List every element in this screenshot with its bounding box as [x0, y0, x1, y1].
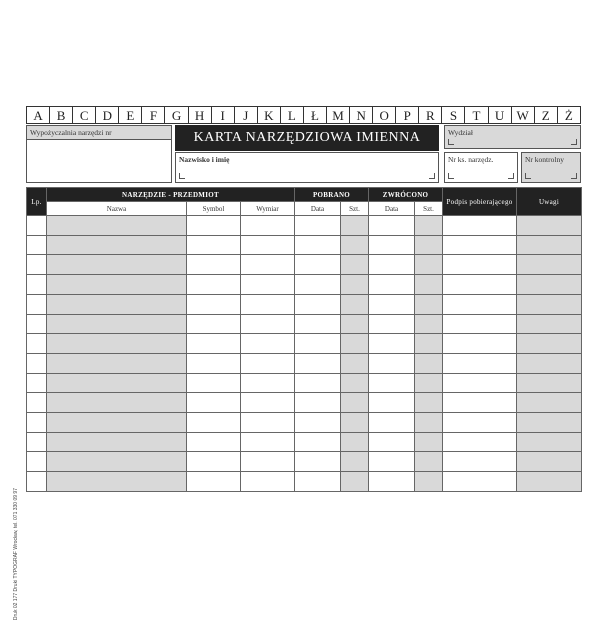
- table-cell[interactable]: [47, 373, 187, 393]
- table-row: [27, 216, 582, 236]
- table-cell[interactable]: [517, 334, 582, 354]
- table-cell[interactable]: [369, 275, 415, 295]
- table-cell[interactable]: [241, 413, 295, 433]
- table-cell[interactable]: [47, 275, 187, 295]
- table-row: [27, 393, 582, 413]
- wydzial-label: Wydział: [448, 128, 473, 137]
- alphabet-letter: B: [50, 107, 73, 123]
- table-cell[interactable]: [187, 353, 241, 373]
- table-cell[interactable]: [295, 216, 341, 236]
- col-data-pobrano: Data: [295, 202, 341, 216]
- table-cell[interactable]: [517, 413, 582, 433]
- table-cell[interactable]: [27, 413, 47, 433]
- table-cell[interactable]: [241, 294, 295, 314]
- table-cell[interactable]: [341, 294, 369, 314]
- table-cell[interactable]: [369, 314, 415, 334]
- table-row: [27, 255, 582, 275]
- table-cell[interactable]: [47, 255, 187, 275]
- table-cell[interactable]: [415, 353, 443, 373]
- table-cell[interactable]: [241, 334, 295, 354]
- table-cell[interactable]: [187, 255, 241, 275]
- table-cell[interactable]: [241, 393, 295, 413]
- table-cell[interactable]: [295, 334, 341, 354]
- corner-mark-icon: [448, 173, 454, 179]
- table-cell[interactable]: [241, 472, 295, 492]
- table-cell[interactable]: [517, 235, 582, 255]
- table-cell[interactable]: [341, 314, 369, 334]
- table-cell[interactable]: [517, 472, 582, 492]
- table-cell[interactable]: [27, 275, 47, 295]
- table-cell[interactable]: [47, 314, 187, 334]
- table-cell[interactable]: [517, 452, 582, 472]
- table-cell[interactable]: [517, 216, 582, 236]
- table-cell[interactable]: [443, 373, 517, 393]
- table-cell[interactable]: [341, 255, 369, 275]
- tools-table: [26, 187, 582, 492]
- alphabet-letter: S: [442, 107, 465, 123]
- table-cell[interactable]: [27, 255, 47, 275]
- table-cell[interactable]: [341, 216, 369, 236]
- table-cell[interactable]: [517, 393, 582, 413]
- group-zwrocono: ZWRÓCONO: [369, 188, 443, 202]
- corner-mark-icon: [448, 139, 454, 145]
- table-row: [27, 353, 582, 373]
- corner-mark-icon: [525, 173, 531, 179]
- table-cell[interactable]: [27, 216, 47, 236]
- table-cell[interactable]: [187, 432, 241, 452]
- alphabet-letter: W: [512, 107, 535, 123]
- table-cell[interactable]: [47, 353, 187, 373]
- table-cell[interactable]: [443, 472, 517, 492]
- nr-ks-field[interactable]: [444, 152, 518, 183]
- table-cell[interactable]: [241, 353, 295, 373]
- table-cell[interactable]: [295, 235, 341, 255]
- col-nazwa: Nazwa: [47, 202, 187, 216]
- table-cell[interactable]: [415, 294, 443, 314]
- col-symbol: Symbol: [187, 202, 241, 216]
- table-cell[interactable]: [241, 452, 295, 472]
- table-cell[interactable]: [295, 373, 341, 393]
- table-row: [27, 452, 582, 472]
- table-cell[interactable]: [415, 216, 443, 236]
- table-row: [27, 294, 582, 314]
- table-cell[interactable]: [27, 235, 47, 255]
- table-cell[interactable]: [187, 235, 241, 255]
- table-cell[interactable]: [295, 472, 341, 492]
- nr-kontrolny-field[interactable]: [521, 152, 581, 183]
- col-szt-zwrocono: Szt.: [415, 202, 443, 216]
- alphabet-letter: M: [327, 107, 350, 123]
- table-cell[interactable]: [369, 452, 415, 472]
- table-cell[interactable]: [27, 353, 47, 373]
- wypozyczalnia-box[interactable]: [26, 125, 172, 183]
- table-cell[interactable]: [295, 432, 341, 452]
- table-cell[interactable]: [443, 393, 517, 413]
- alphabet-letter: Ł: [304, 107, 327, 123]
- table-cell[interactable]: [415, 432, 443, 452]
- col-podpis: Podpis pobierającego: [443, 188, 517, 216]
- table-cell[interactable]: [187, 334, 241, 354]
- corner-mark-icon: [571, 139, 577, 145]
- alphabet-letter: P: [396, 107, 419, 123]
- table-cell[interactable]: [47, 216, 187, 236]
- table-cell[interactable]: [369, 255, 415, 275]
- table-cell[interactable]: [517, 314, 582, 334]
- table-cell[interactable]: [241, 275, 295, 295]
- table-row: [27, 334, 582, 354]
- table-cell[interactable]: [27, 373, 47, 393]
- table-cell[interactable]: [517, 294, 582, 314]
- col-szt-pobrano: Szt.: [341, 202, 369, 216]
- corner-mark-icon: [179, 173, 185, 179]
- table-cell[interactable]: [295, 353, 341, 373]
- group-pobrano: POBRANO: [295, 188, 369, 202]
- alphabet-letter: A: [26, 107, 50, 123]
- table-cell[interactable]: [295, 314, 341, 334]
- table-row: [27, 314, 582, 334]
- nr-kontrolny-label: Nr kontrolny: [525, 155, 564, 164]
- alphabet-letter: N: [350, 107, 373, 123]
- table-cell[interactable]: [187, 393, 241, 413]
- alphabet-letter: D: [96, 107, 119, 123]
- table-cell[interactable]: [369, 432, 415, 452]
- table-row: [27, 413, 582, 433]
- table-cell[interactable]: [341, 452, 369, 472]
- table-cell[interactable]: [295, 393, 341, 413]
- table-cell[interactable]: [187, 373, 241, 393]
- col-data-zwrocono: Data: [369, 202, 415, 216]
- alphabet-letter: E: [119, 107, 142, 123]
- corner-mark-icon: [508, 173, 514, 179]
- table-cell[interactable]: [47, 294, 187, 314]
- table-cell[interactable]: [47, 393, 187, 413]
- table-cell[interactable]: [415, 393, 443, 413]
- alphabet-letter: O: [373, 107, 396, 123]
- table-cell[interactable]: [341, 413, 369, 433]
- table-cell[interactable]: [341, 432, 369, 452]
- table-cell[interactable]: [341, 353, 369, 373]
- alphabet-letter: J: [235, 107, 258, 123]
- alphabet-letter: C: [73, 107, 96, 123]
- table-cell[interactable]: [27, 472, 47, 492]
- table-cell[interactable]: [47, 413, 187, 433]
- table-cell[interactable]: [295, 294, 341, 314]
- table-row: [27, 235, 582, 255]
- corner-mark-icon: [429, 173, 435, 179]
- table-cell[interactable]: [517, 353, 582, 373]
- wydzial-field[interactable]: [444, 125, 581, 149]
- table-cell[interactable]: [415, 334, 443, 354]
- table-cell[interactable]: [369, 393, 415, 413]
- printer-imprint: Druk 02 177 Druki TYPOGRAF Wrocław, tel. 071 330 09 97: [13, 488, 19, 620]
- table-cell[interactable]: [443, 275, 517, 295]
- table-cell[interactable]: [415, 373, 443, 393]
- table-cell[interactable]: [187, 216, 241, 236]
- table-cell[interactable]: [341, 373, 369, 393]
- table-cell[interactable]: [369, 235, 415, 255]
- table-cell[interactable]: [443, 294, 517, 314]
- table-cell[interactable]: [241, 373, 295, 393]
- corner-mark-icon: [571, 173, 577, 179]
- table-cell[interactable]: [187, 314, 241, 334]
- table-cell[interactable]: [187, 275, 241, 295]
- table-cell[interactable]: [443, 432, 517, 452]
- table-cell[interactable]: [241, 432, 295, 452]
- table-cell[interactable]: [443, 235, 517, 255]
- table-cell[interactable]: [187, 294, 241, 314]
- table-cell[interactable]: [295, 413, 341, 433]
- table-cell[interactable]: [241, 235, 295, 255]
- table-cell[interactable]: [369, 413, 415, 433]
- form-title: KARTA NARZĘDZIOWA IMIENNA: [175, 125, 439, 151]
- table-cell[interactable]: [27, 294, 47, 314]
- table-cell[interactable]: [443, 452, 517, 472]
- table-cell[interactable]: [415, 314, 443, 334]
- table-cell[interactable]: [47, 432, 187, 452]
- table-cell[interactable]: [443, 353, 517, 373]
- alphabet-letter: H: [189, 107, 212, 123]
- table-cell[interactable]: [517, 255, 582, 275]
- alphabet-letter: F: [142, 107, 165, 123]
- table-cell[interactable]: [415, 472, 443, 492]
- alphabet-letter: U: [489, 107, 512, 123]
- table-cell[interactable]: [415, 413, 443, 433]
- table-cell[interactable]: [369, 216, 415, 236]
- alphabet-letter: Ż: [558, 107, 581, 123]
- table-cell[interactable]: [369, 472, 415, 492]
- table-cell[interactable]: [415, 275, 443, 295]
- table-cell[interactable]: [47, 472, 187, 492]
- table-cell[interactable]: [241, 216, 295, 236]
- table-cell[interactable]: [443, 334, 517, 354]
- alphabet-letter: T: [465, 107, 488, 123]
- table-cell[interactable]: [27, 314, 47, 334]
- table-cell[interactable]: [341, 393, 369, 413]
- table-cell[interactable]: [517, 275, 582, 295]
- table-cell[interactable]: [341, 235, 369, 255]
- alphabet-letter: L: [281, 107, 304, 123]
- table-row: [27, 472, 582, 492]
- table-cell[interactable]: [415, 255, 443, 275]
- alphabet-letter: K: [258, 107, 281, 123]
- table-cell[interactable]: [47, 235, 187, 255]
- table-cell[interactable]: [47, 334, 187, 354]
- table-cell[interactable]: [47, 452, 187, 472]
- table-cell[interactable]: [415, 235, 443, 255]
- table-cell[interactable]: [295, 452, 341, 472]
- alphabet-letter: R: [419, 107, 442, 123]
- wypozyczalnia-label: Wypożyczalnia narzędzi nr: [27, 126, 171, 140]
- table-row: [27, 275, 582, 295]
- table-cell[interactable]: [517, 373, 582, 393]
- table-row: [27, 373, 582, 393]
- table-cell[interactable]: [241, 314, 295, 334]
- table-cell[interactable]: [341, 275, 369, 295]
- table-cell[interactable]: [341, 472, 369, 492]
- table-cell[interactable]: [27, 452, 47, 472]
- table-cell[interactable]: [517, 432, 582, 452]
- table-cell[interactable]: [295, 255, 341, 275]
- nr-ks-label: Nr ks. narzędz.: [448, 155, 494, 164]
- table-cell[interactable]: [27, 393, 47, 413]
- table-cell[interactable]: [443, 413, 517, 433]
- nazwisko-label: Nazwisko i imię: [179, 155, 230, 164]
- table-cell[interactable]: [443, 216, 517, 236]
- alphabet-letter: G: [165, 107, 188, 123]
- table-cell[interactable]: [341, 334, 369, 354]
- table-cell[interactable]: [369, 353, 415, 373]
- nazwisko-field[interactable]: [175, 152, 439, 183]
- col-wymiar: Wymiar: [241, 202, 295, 216]
- table-cell[interactable]: [295, 275, 341, 295]
- alphabet-letter: I: [212, 107, 235, 123]
- table-cell[interactable]: [369, 373, 415, 393]
- table-cell[interactable]: [443, 255, 517, 275]
- table-row: [27, 432, 582, 452]
- table-cell[interactable]: [27, 334, 47, 354]
- table-cell[interactable]: [187, 472, 241, 492]
- table-cell[interactable]: [27, 432, 47, 452]
- table-cell[interactable]: [187, 452, 241, 472]
- col-uwagi: Uwagi: [517, 188, 582, 216]
- table-cell[interactable]: [415, 452, 443, 472]
- alphabet-index: [26, 106, 581, 124]
- table-cell[interactable]: [369, 294, 415, 314]
- table-cell[interactable]: [443, 314, 517, 334]
- col-lp: Lp.: [27, 188, 47, 216]
- table-cell[interactable]: [241, 255, 295, 275]
- table-cell[interactable]: [187, 413, 241, 433]
- group-narzedzie: NARZĘDZIE - PRZEDMIOT: [47, 188, 295, 202]
- table-cell[interactable]: [369, 334, 415, 354]
- alphabet-letter: Z: [535, 107, 558, 123]
